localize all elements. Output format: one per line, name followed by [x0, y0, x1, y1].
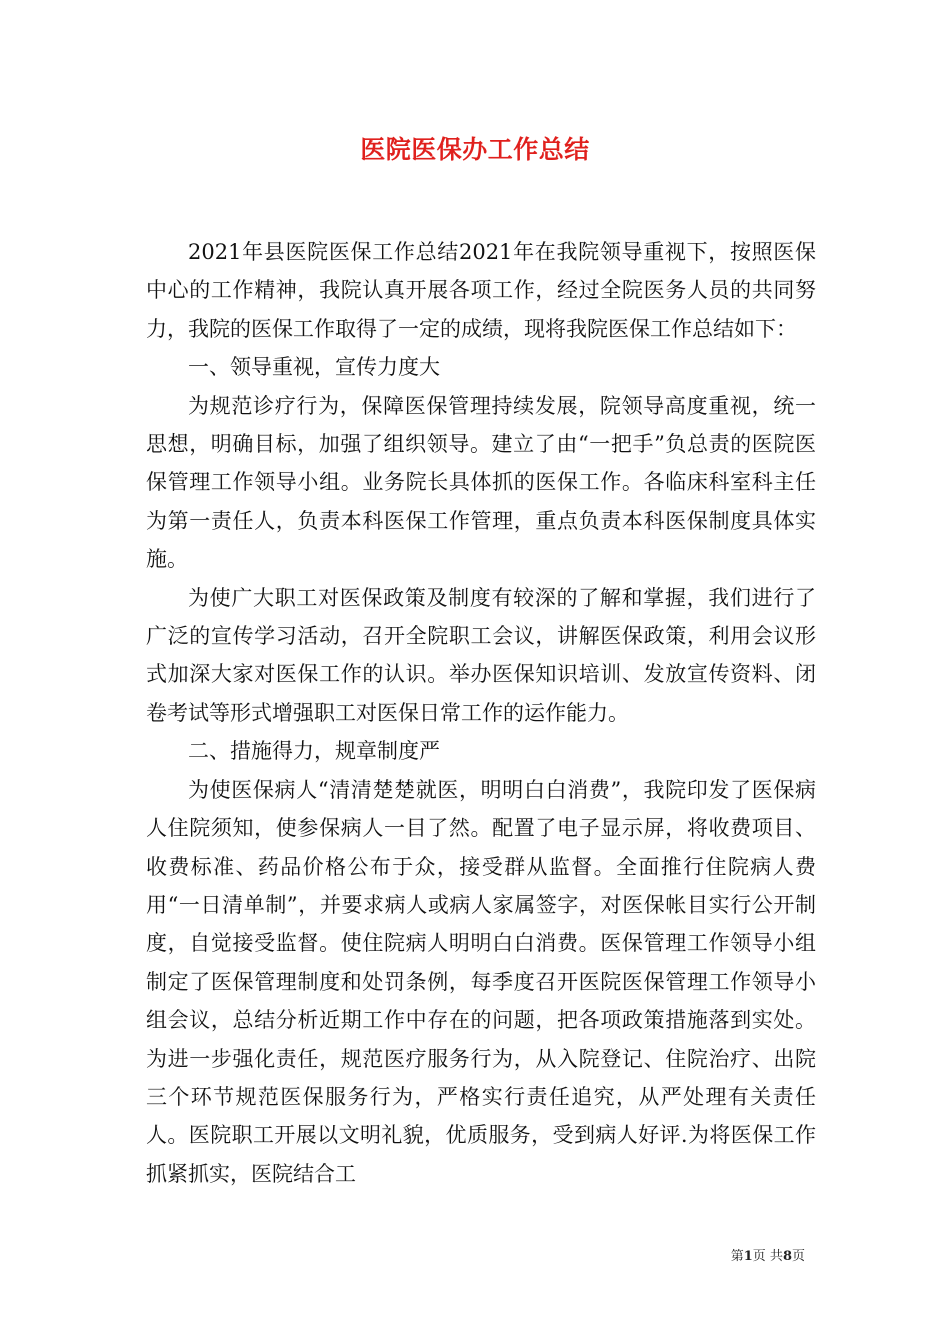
total-page-number: 8: [782, 1249, 792, 1264]
section-1-paragraph-2: 为使广大职工对医保政策及制度有较深的了解和掌握，我们进行了广泛的宣传学习活动，召开全院职工会议，讲解医保政策，利用会议形式加深大家对医保工作的认识。举办医保知识培训、发放宣传资料、闭卷考试等形式增强职工对医保日常工作的运作能力。: [146, 585, 816, 725]
section-heading-2: 二、措施得力，规章制度严: [188, 739, 440, 764]
footer-middle: 页 共: [752, 1249, 783, 1264]
page-footer: [731, 1247, 805, 1267]
section-1-paragraph-1: 为规范诊疗行为，保障医保管理持续发展，院领导高度重视，统一思想，明确目标，加强了组织领导。建立了由“一把手”负总责的医院医保管理工作领导小组。业务院长具体抓的医保工作。各临床科室科主任为第一责任人，负责本科医保工作管理，重点负责本科医保制度具体实施。: [146, 393, 816, 572]
footer-suffix: 页: [791, 1249, 805, 1264]
intro-paragraph: 2021年县医院医保工作总结2021年在我院领导重视下，按照医保中心的工作精神，我院认真开展各项工作，经过全院医务人员的共同努力，我院的医保工作取得了一定的成绩，现将我院医保工作总结如下：: [146, 240, 816, 341]
footer-prefix: 第: [730, 1249, 744, 1264]
document-title: 医院医保办工作总结: [360, 135, 590, 164]
section-2-paragraph-1: 为使医保病人“清清楚楚就医，明明白白消费”，我院印发了医保病人住院须知，使参保病人一目了然。配置了电子显示屏，将收费项目、收费标准、药品价格公布于众，接受群从监督。全面推行住院病人费用“一日清单制”，并要求病人或病人家属签字，对医保帐目实行公开制度，自觉接受监督。使住院病人明明白白消费。医保管理工作领导小组制定了医保管理制度和处罚条例，每季度召开医院医保管理工作领导小组会议，总结分析近期工作中存在的问题，把各项政策措施落到实处。为进一步强化责任，规范医疗服务行为，从入院登记、住院治疗、出院三个环节规范医保服务行为，严格实行责任追究，从严处理有关责任人。医院职工开展以文明礼貌，优质服务，受到病人好评.为将医保工作抓紧抓实，医院结合工: [146, 777, 816, 1186]
document-body: [146, 233, 816, 1193]
current-page-number: 1: [743, 1249, 753, 1264]
section-heading-1: 一、领导重视，宣传力度大: [188, 355, 440, 380]
